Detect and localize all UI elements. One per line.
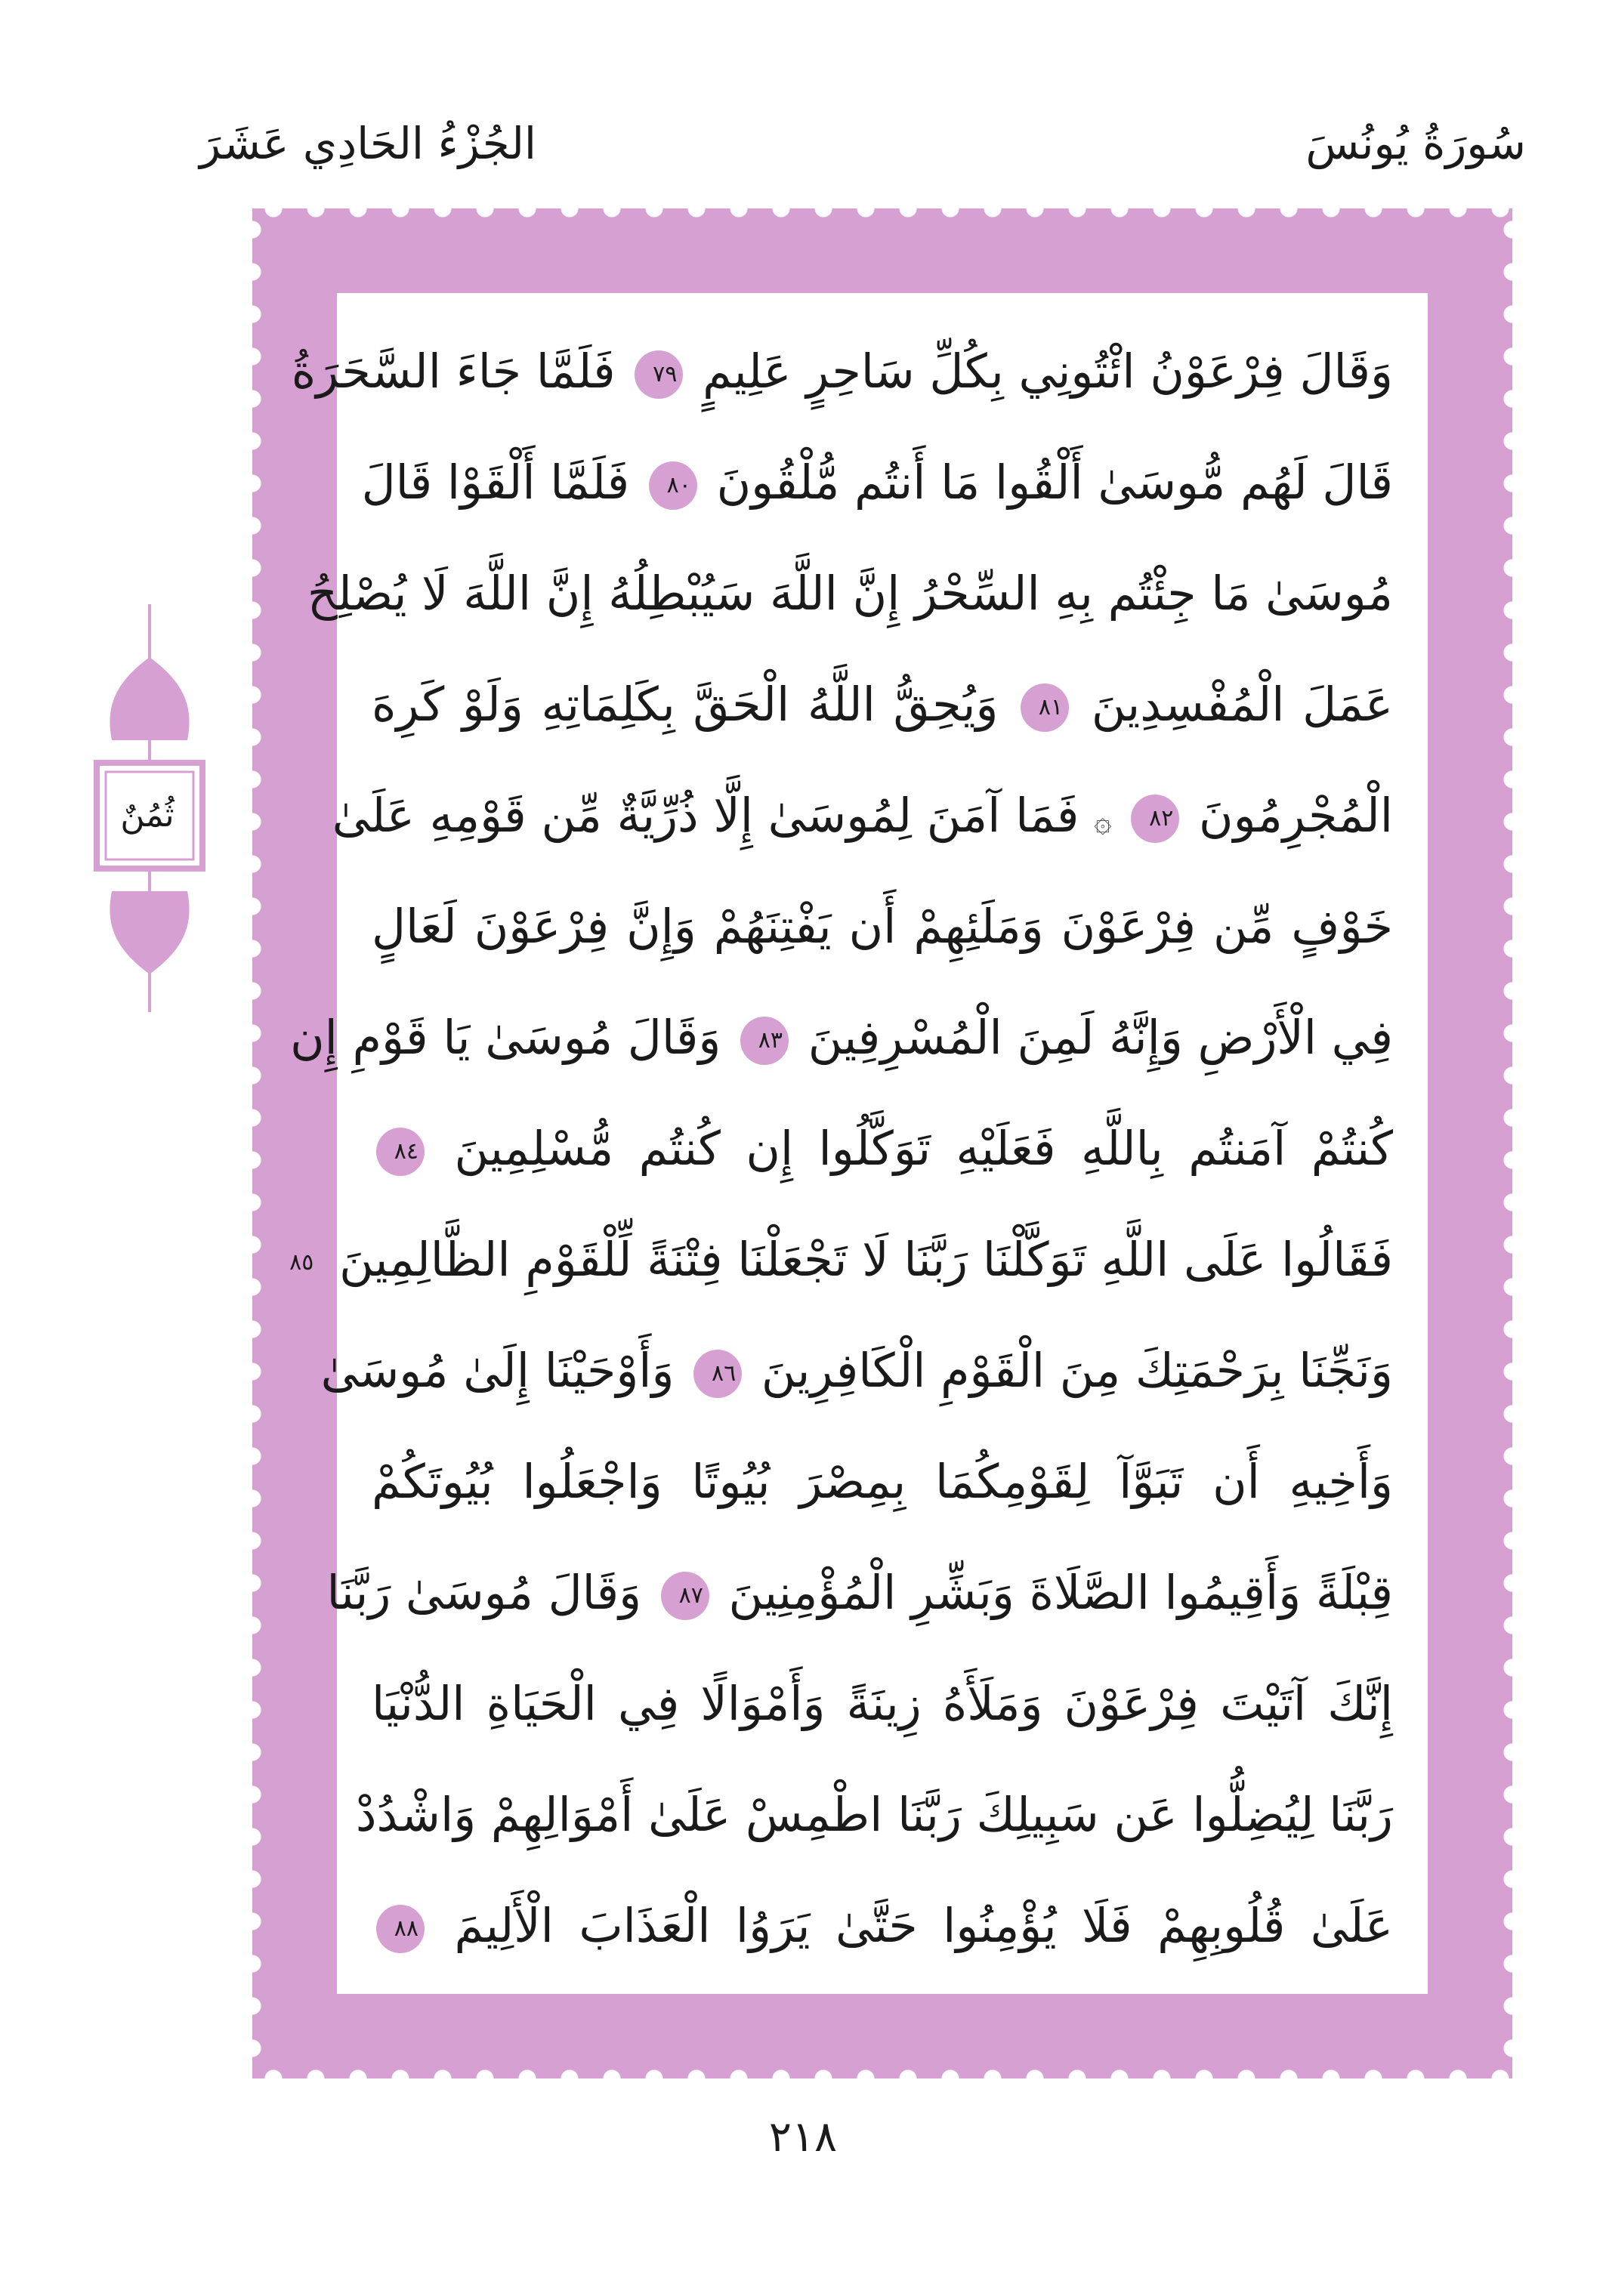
ayah-number-marker: ٨٢: [1131, 795, 1179, 843]
quran-line: [332, 760, 1393, 871]
verse-text: خَوْفٍ مِّن فِرْعَوْنَ وَمَلَئِهِمْ أَن يَفْتِنَهُمْ وَإِنَّ فِرْعَوْنَ لَعَالٍ: [372, 899, 1393, 954]
quran-line: [307, 538, 1393, 649]
ayah-number-marker: ٨٨: [376, 1905, 425, 1953]
quran-line: [291, 316, 1393, 427]
verse-text: فَلَمَّا جَاءَ السَّحَرَةُ: [291, 344, 616, 399]
verse-text: فَقَالُوا عَلَى اللَّهِ تَوَكَّلْنَا رَبَّنَا لَا تَجْعَلْنَا فِتْنَةً لِّلْقَوْمِ الظَّالِمِينَ: [339, 1232, 1393, 1287]
quran-line: [372, 1426, 1393, 1537]
quran-line: [355, 1759, 1393, 1870]
verse-text: عَلَىٰ قُلُوبِهِمْ فَلَا يُؤْمِنُوا حَتَّىٰ يَرَوُا الْعَذَابَ الْأَلِيمَ: [454, 1898, 1393, 1953]
quran-text-panel: [289, 293, 1428, 1994]
ayah-number-marker: ٨٥: [271, 1239, 320, 1287]
frame-scallop-left: [252, 208, 269, 2078]
verse-text: الْمُجْرِمُونَ: [1199, 788, 1393, 843]
quran-line: [372, 1648, 1393, 1759]
quran-line: [290, 982, 1393, 1093]
verse-text: فِي الْأَرْضِ وَإِنَّهُ لَمِنَ الْمُسْرِفِينَ: [808, 1010, 1393, 1065]
rub-el-hizb-icon: ۞: [1094, 804, 1112, 839]
ayah-number-marker: ٨٠: [649, 461, 697, 510]
quran-line: [361, 427, 1393, 538]
ayah-number-marker: ٨٤: [376, 1128, 425, 1176]
ayah-number-marker: ٨٦: [693, 1350, 742, 1398]
quran-line: [372, 649, 1393, 760]
hizb-label: ثُمُنٌ: [120, 796, 174, 835]
quran-line: [289, 1204, 1393, 1315]
frame-scallop-right: [1496, 208, 1512, 2078]
ayah-number-marker: ٨٧: [661, 1572, 709, 1620]
quran-line: [372, 871, 1393, 982]
verse-text: فَمَا آمَنَ لِمُوسَىٰ إِلَّا ذُرِّيَّةٌ مِّن قَوْمِهِ عَلَىٰ: [332, 788, 1079, 843]
verse-text: عَمَلَ الْمُفْسِدِينَ: [1091, 677, 1393, 732]
quran-line: [372, 1093, 1393, 1204]
verse-text: وَقَالَ مُوسَىٰ يَا قَوْمِ إِن: [290, 1010, 721, 1065]
verse-text: فَلَمَّا أَلْقَوْا قَالَ: [361, 455, 630, 510]
ayah-number-marker: ٨١: [1021, 684, 1069, 732]
quran-line: [372, 1870, 1393, 1981]
verse-text: وَيُحِقُّ اللَّهُ الْحَقَّ بِكَلِمَاتِهِ وَلَوْ كَرِهَ: [372, 677, 999, 732]
verse-text: قِبْلَةً وَأَقِيمُوا الصَّلَاةَ وَبَشِّرِ الْمُؤْمِنِينَ: [728, 1565, 1393, 1620]
ayah-number-marker: ٨٣: [740, 1017, 789, 1065]
verse-text: وَقَالَ فِرْعَوْنُ ائْتُونِي بِكُلِّ سَاحِرٍ عَلِيمٍ: [703, 344, 1393, 399]
frame-scallop-top: [252, 208, 1512, 225]
verse-text: رَبَّنَا لِيُضِلُّوا عَن سَبِيلِكَ رَبَّنَا اطْمِسْ عَلَىٰ أَمْوَالِهِمْ وَاشْدُدْ: [355, 1787, 1393, 1842]
surah-title: سُورَةُ يُونُسَ: [1305, 118, 1526, 169]
verse-text: وَنَجِّنَا بِرَحْمَتِكَ مِنَ الْقَوْمِ الْكَافِرِينَ: [761, 1343, 1393, 1398]
verse-text: وَقَالَ مُوسَىٰ رَبَّنَا: [326, 1565, 642, 1620]
verse-text: وَأَوْحَيْنَا إِلَىٰ مُوسَىٰ: [320, 1343, 675, 1398]
ayah-number-marker: ٧٩: [635, 350, 683, 399]
quran-line: [326, 1537, 1393, 1648]
frame-scallop-bottom: [252, 2062, 1512, 2078]
verse-text: مُوسَىٰ مَا جِئْتُم بِهِ السِّحْرُ إِنَّ اللَّهَ سَيُبْطِلُهُ إِنَّ اللَّهَ لَا يُصْلِحُ: [307, 566, 1393, 621]
page-number: ٢١٨: [768, 2112, 838, 2162]
verse-text: إِنَّكَ آتَيْتَ فِرْعَوْنَ وَمَلَأَهُ زِينَةً وَأَمْوَالًا فِي الْحَيَاةِ الدُّنْيَا: [372, 1676, 1393, 1731]
juz-title: الجُزْءُ الحَادِي عَشَرَ: [199, 118, 536, 169]
verse-text: كُنتُمْ آمَنتُم بِاللَّهِ فَعَلَيْهِ تَوَكَّلُوا إِن كُنتُم مُّسْلِمِينَ: [454, 1121, 1393, 1176]
verse-text: قَالَ لَهُم مُّوسَىٰ أَلْقُوا مَا أَنتُم مُّلْقُونَ: [716, 455, 1393, 510]
verse-text: وَأَخِيهِ أَن تَبَوَّآ لِقَوْمِكُمَا بِمِصْرَ بُيُوتًا وَاجْعَلُوا بُيُوتَكُمْ: [372, 1454, 1393, 1509]
quran-line: [320, 1315, 1393, 1426]
